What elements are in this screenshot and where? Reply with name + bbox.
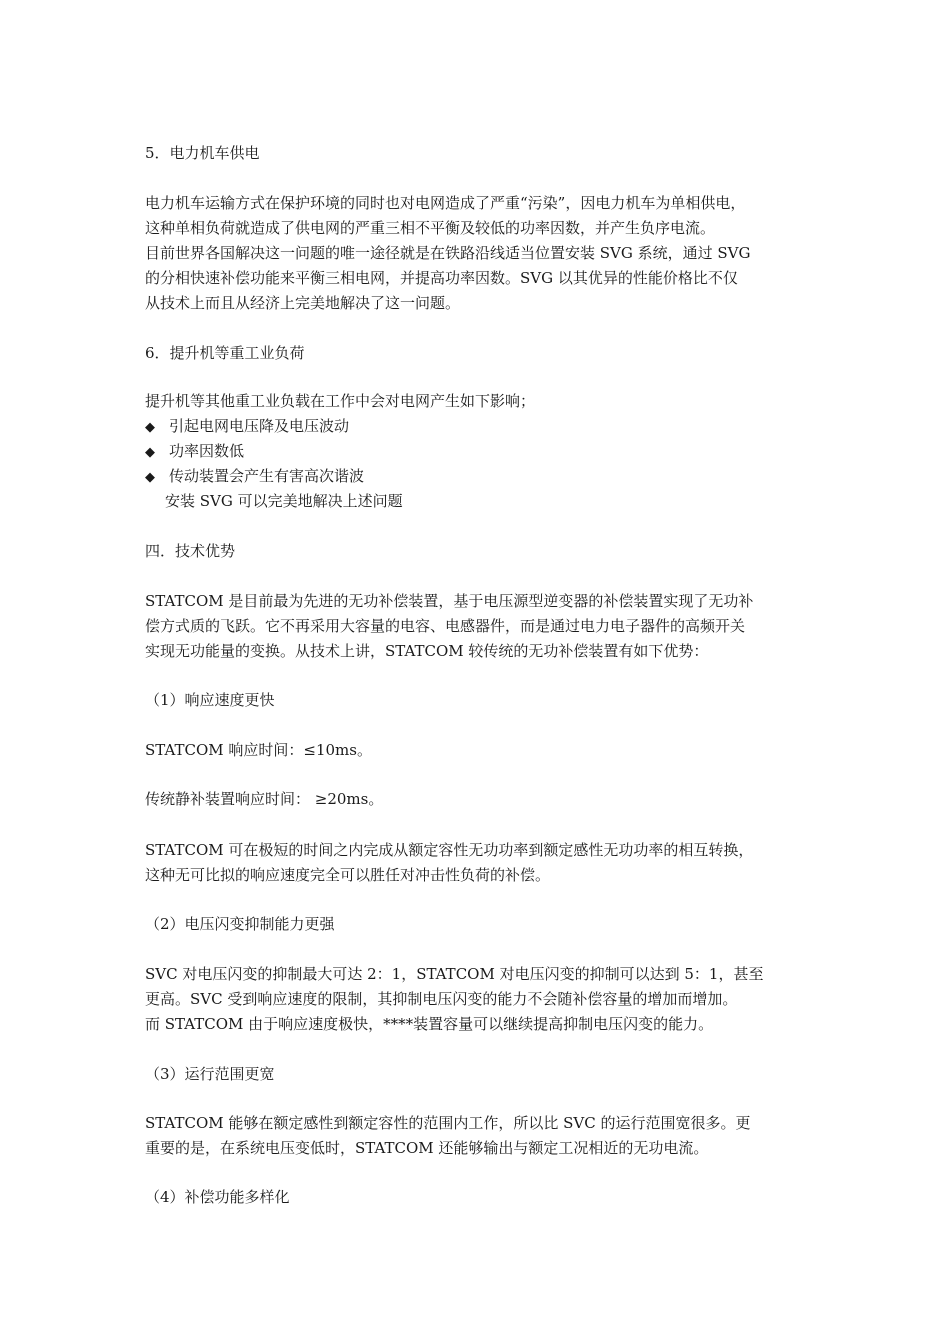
bullet-text: 引起电网电压降及电压波动: [169, 417, 350, 435]
bullet-item: [145, 439, 244, 465]
paragraph-line: 实现无功能量的变换。从技术上讲，STATCOM 较传统的无功补偿装置有如下优势：: [145, 642, 709, 660]
paragraph-line: 更高。SVC 受到响应速度的限制，其抑制电压闪变的能力不会随补偿容量的增加而增加。: [145, 990, 738, 1008]
section-heading-5: 5．电力机车供电: [145, 144, 260, 162]
paragraph-line: 这种单相负荷就造成了供电网的严重三相不平衡及较低的功率因数，并产生负序电流。: [145, 219, 716, 237]
bullet-item: [145, 464, 364, 490]
paragraph-line: 偿方式质的飞跃。它不再采用大容量的电容、电感器件，而是通过电力电子器件的高频开关: [145, 617, 746, 635]
paragraph-line: 安装 SVG 可以完美地解决上述问题: [165, 492, 403, 510]
subheading-3: （3）运行范围更宽: [145, 1065, 275, 1083]
subheading-2: （2）电压闪变抑制能力更强: [145, 915, 335, 933]
paragraph-line: STATCOM 是目前最为先进的无功补偿装置，基于电压源型逆变器的补偿装置实现了无功补: [145, 592, 754, 610]
subheading-1: （1）响应速度更快: [145, 691, 275, 709]
diamond-bullet-icon: ◆: [145, 445, 155, 460]
bullet-text: 传动装置会产生有害高次谐波: [169, 467, 365, 485]
section-heading-4: 四．技术优势: [145, 542, 236, 560]
diamond-bullet-icon: ◆: [145, 470, 155, 485]
paragraph-line: 重要的是，在系统电压变低时，STATCOM 还能够输出与额定工况相近的无功电流。: [145, 1139, 709, 1157]
paragraph-line: STATCOM 可在极短的时间之内完成从额定容性无功功率到额定感性无功功率的相互转换，: [145, 841, 754, 859]
diamond-bullet-icon: ◆: [145, 420, 155, 435]
paragraph-line: 目前世界各国解决这一问题的唯一途径就是在铁路沿线适当位置安装 SVG 系统，通过 SVG: [145, 244, 751, 262]
paragraph-line: 电力机车运输方式在保护环境的同时也对电网造成了严重“污染”，因电力机车为单相供电，: [145, 194, 746, 212]
paragraph-line: SVC 对电压闪变的抑制最大可达 2：1，STATCOM 对电压闪变的抑制可以达到 5：1，甚至: [145, 965, 764, 983]
subheading-4: （4）补偿功能多样化: [145, 1188, 290, 1206]
paragraph-line: 的分相快速补偿功能来平衡三相电网，并提高功率因数。SVG 以其优异的性能价格比不仅: [145, 269, 738, 287]
paragraph-line: STATCOM 能够在额定感性到额定容性的范围内工作，所以比 SVC 的运行范围宽很多。更: [145, 1114, 751, 1132]
bullet-item: [145, 414, 349, 440]
paragraph-line: 提升机等其他重工业负载在工作中会对电网产生如下影响；: [145, 392, 536, 410]
paragraph-line: 而 STATCOM 由于响应速度极快，****装置容量可以继续提高抑制电压闪变的能力。: [145, 1015, 714, 1033]
paragraph-line: STATCOM 响应时间：≤10ms。: [145, 741, 372, 759]
bullet-text: 功率因数低: [169, 442, 245, 460]
section-heading-6: 6．提升机等重工业负荷: [145, 344, 305, 362]
paragraph-line: 传统静补装置响应时间： ≥20ms。: [145, 790, 384, 808]
paragraph-line: 这种无可比拟的响应速度完全可以胜任对冲击性负荷的补偿。: [145, 866, 551, 884]
paragraph-line: 从技术上而且从经济上完美地解决了这一问题。: [145, 294, 461, 312]
